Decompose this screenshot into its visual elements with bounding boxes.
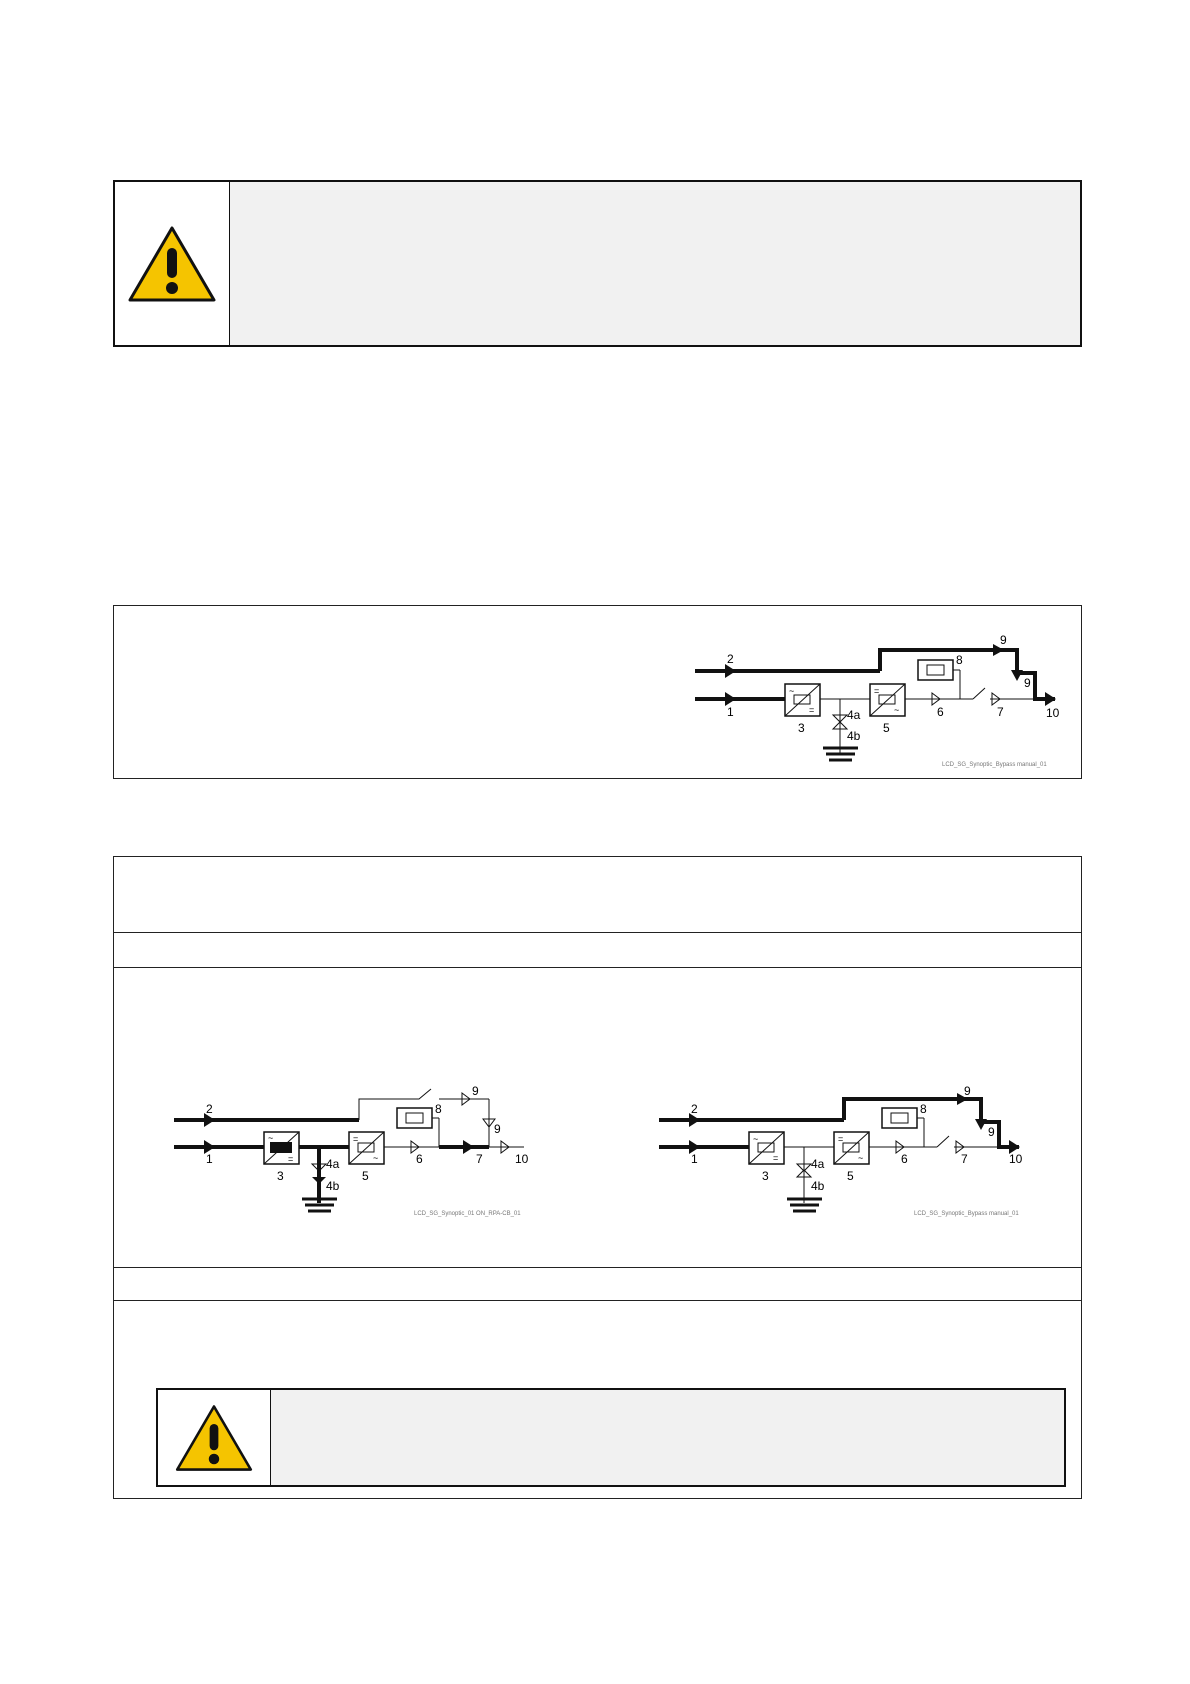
label-4a: 4a xyxy=(326,1157,340,1171)
table-row xyxy=(114,857,1081,933)
synoptic-diagram-bypass-manual xyxy=(654,1083,1029,1233)
warning-icon-cell xyxy=(158,1390,271,1485)
label-4b: 4b xyxy=(847,729,861,743)
label-1: 1 xyxy=(206,1152,213,1166)
warning-box-top xyxy=(113,180,1082,347)
svg-text:~: ~ xyxy=(373,1153,379,1163)
table-row xyxy=(114,933,1081,968)
warning-box-bottom xyxy=(156,1388,1066,1487)
label-9a: 9 xyxy=(1000,633,1007,647)
label-3: 3 xyxy=(277,1169,284,1183)
label-3: 3 xyxy=(798,721,805,735)
bypass-diagram-panel xyxy=(113,605,1082,779)
warning-icon-cell xyxy=(115,182,230,345)
label-2: 2 xyxy=(727,652,734,666)
label-8: 8 xyxy=(920,1102,927,1116)
label-10: 10 xyxy=(1009,1152,1023,1166)
svg-text:=: = xyxy=(874,686,880,696)
label-8: 8 xyxy=(435,1102,442,1116)
label-4b: 4b xyxy=(811,1179,825,1193)
label-4a: 4a xyxy=(811,1157,825,1171)
svg-text:=: = xyxy=(773,1153,779,1163)
label-6: 6 xyxy=(901,1152,908,1166)
label-9a: 9 xyxy=(472,1084,479,1098)
diagram-caption: LCD_SG_Synoptic_Bypass manual_01 xyxy=(942,762,1047,768)
table-row-diagrams xyxy=(114,968,1081,1268)
label-6: 6 xyxy=(937,705,944,719)
label-9a: 9 xyxy=(964,1084,971,1098)
label-9b: 9 xyxy=(988,1125,995,1139)
label-10: 10 xyxy=(515,1152,529,1166)
label-9b: 9 xyxy=(1024,676,1031,690)
svg-text:=: = xyxy=(353,1134,359,1144)
svg-text:=: = xyxy=(809,705,815,715)
synoptic-diagram-bypass xyxy=(690,618,1065,768)
label-6: 6 xyxy=(416,1152,423,1166)
label-7: 7 xyxy=(997,705,1004,719)
diagram-caption: LCD_SG_Synoptic_01 ON_RPA-CB_01 xyxy=(414,1211,521,1217)
warning-text xyxy=(230,182,1080,345)
svg-text:~: ~ xyxy=(268,1133,274,1143)
label-1: 1 xyxy=(727,705,734,719)
label-5: 5 xyxy=(847,1169,854,1183)
procedure-table xyxy=(113,856,1082,1499)
svg-text:=: = xyxy=(838,1134,844,1144)
label-9b: 9 xyxy=(494,1122,501,1136)
label-10: 10 xyxy=(1046,706,1060,720)
label-2: 2 xyxy=(691,1102,698,1116)
synoptic-diagram-rpa-cb xyxy=(169,1083,544,1233)
label-1: 1 xyxy=(691,1152,698,1166)
label-2: 2 xyxy=(206,1102,213,1116)
svg-text:~: ~ xyxy=(858,1153,864,1163)
svg-text:=: = xyxy=(288,1154,294,1164)
svg-text:~: ~ xyxy=(753,1134,759,1144)
label-5: 5 xyxy=(883,721,890,735)
table-row xyxy=(114,1268,1081,1301)
warning-triangle-icon xyxy=(174,1403,254,1473)
label-7: 7 xyxy=(961,1152,968,1166)
svg-text:~: ~ xyxy=(894,705,900,715)
table-row-warning xyxy=(114,1301,1081,1500)
label-3: 3 xyxy=(762,1169,769,1183)
label-8: 8 xyxy=(956,653,963,667)
svg-text:~: ~ xyxy=(789,686,795,696)
label-4a: 4a xyxy=(847,708,861,722)
label-4b: 4b xyxy=(326,1179,340,1193)
warning-text xyxy=(271,1390,1064,1485)
label-7: 7 xyxy=(476,1152,483,1166)
label-5: 5 xyxy=(362,1169,369,1183)
warning-triangle-icon xyxy=(127,224,217,304)
diagram-caption: LCD_SG_Synoptic_Bypass manual_01 xyxy=(914,1211,1019,1217)
